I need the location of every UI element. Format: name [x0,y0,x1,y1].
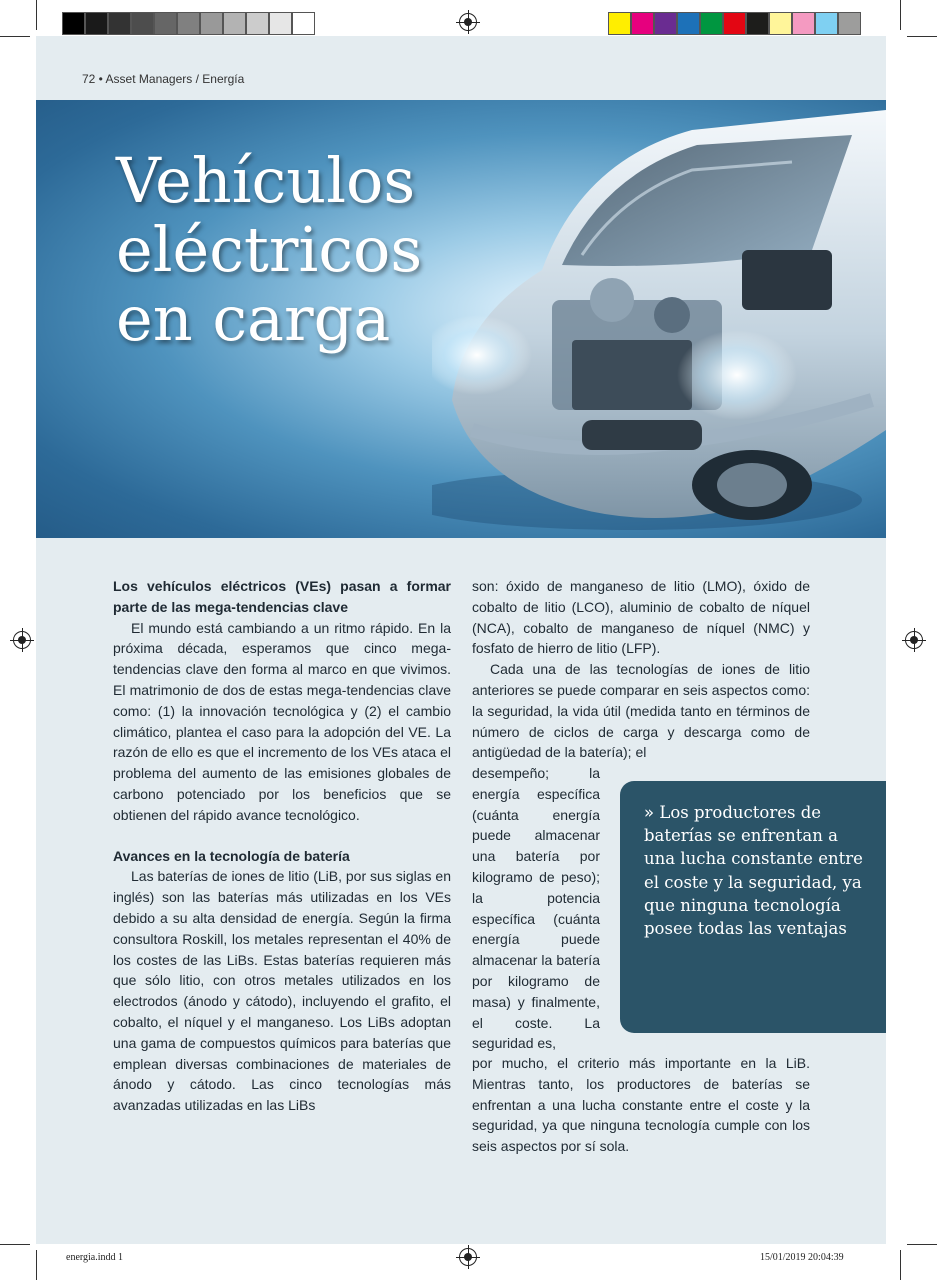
article-column-left [113,576,451,1116]
electric-car-illustration [432,100,886,538]
title-line: eléctricos [116,213,423,286]
registration-mark-right [905,631,923,649]
color-swatch [269,12,292,35]
color-swatch [631,12,654,35]
body-paragraph: Las baterías de iones de litio (LiB, por sus siglas en inglés) son las baterías más utilizadas en los VEs debido a su alta densidad de energía. Según la firma consultora Roskill, los metales representan el 40% de los costes de las LiBs. Estas baterías requieren más que sólo litio, con otros metales utilizados en los electrodos (ánodo y cátodo), incluyendo el grafito, el cobalto, el níquel y el manganeso. Los LiBs adoptan una gama de compuestos químicos para baterías que emplean diversas combinaciones de materiales de ánodo y cátodo. Las cinco tecnologías más avanzadas utilizadas en las LiBs [113,868,451,1114]
body-paragraph: El mundo está cambiando a un ritmo rápido. En la próxima década, esperamos que cinco mega-tendencias clave den forma al marco en que vivimos. El matrimonio de dos de estas mega-tendencias clave como: (1) la innovación tecnológica y (2) el cambio climático, plantea el caso para la adopción del VE. La razón de ello es que el incremento de los VEs ataca el problema del aumento de las emisiones globales de carbono potenciado por los beneficios que se obtienen del rápido avance tecnológico. [113,619,451,823]
crop-mark [36,0,37,30]
body-paragraph: Cada una de las tecnologías de iones de litio anteriores se puede comparar en seis aspectos como: la seguridad, la vida útil (medida tanto en términos de número de ciclos de carga y descarga como de antigüedad de la batería); el [472,661,810,761]
article-column-right-narrow [472,763,600,1054]
body-paragraph: por mucho, el criterio más importante en la LiB. Mientras tanto, los productores de baterías se enfrentan a una lucha constante entre el coste y la seguridad, ya que ninguna tecnología cumple con los seis aspectos por sí sola. [472,1055,810,1155]
hero-image [36,100,886,538]
section-heading: Avances en la tecnología de batería [113,847,350,864]
color-swatch [792,12,815,35]
crop-mark [0,36,30,37]
crop-mark [36,1250,37,1280]
crop-mark [0,1244,30,1245]
registration-mark-bottom [459,1248,477,1266]
title-line: Vehículos [116,144,416,217]
body-paragraph: son: óxido de manganeso de litio (LMO), óxido de cobalto de litio (LCO), aluminio de cobalto de níquel (NCA), cobalto de manganeso de níquel (NMC) y fosfato de hierro de litio (LFP). [472,578,810,657]
color-swatch [769,12,792,35]
crop-mark [900,0,901,30]
running-header: 72 • Asset Managers / Energía [82,72,245,86]
color-swatch [815,12,838,35]
color-swatch [62,12,85,35]
pull-quote-text: Los productores de baterías se enfrentan a una lucha constante entre el coste y la seguridad, ya que ninguna tecnología posee todas las ventajas [644,803,863,939]
footer-filename: energia.indd 1 [66,1252,124,1263]
color-swatch [200,12,223,35]
color-swatch [154,12,177,35]
color-swatch [85,12,108,35]
section-heading: Los vehículos eléctricos (VEs) pasan a formar parte de las mega-tendencias clave [113,578,451,615]
color-swatch [654,12,677,35]
body-paragraph: desempeño; la energía específica (cuánta energía puede almacenar una batería por kilogramo de peso); la potencia específica (cuánta energía puede almacenar la batería por kilogramo de masa) y finalmente, el coste. La seguridad es, [472,765,600,1052]
registration-mark-top [459,13,477,31]
color-swatch [108,12,131,35]
article-column-right-bottom [472,1053,810,1157]
color-swatches [608,12,861,35]
quote-marker-icon: » [644,803,655,822]
article-column-right [472,576,810,763]
crop-mark [907,36,937,37]
crop-mark [900,1250,901,1280]
color-swatch [292,12,315,35]
title-line: en carga [116,282,391,355]
article-title [116,146,476,353]
footer-timestamp: 15/01/2019 20:04:39 [760,1252,844,1263]
color-swatch [177,12,200,35]
color-swatch [677,12,700,35]
color-swatch [131,12,154,35]
color-swatch [223,12,246,35]
crop-mark [907,1244,937,1245]
color-swatch [723,12,746,35]
color-swatch [746,12,769,35]
color-swatch [608,12,631,35]
color-swatch [838,12,861,35]
color-swatch [246,12,269,35]
color-swatch [700,12,723,35]
pull-quote [620,781,886,1033]
grayscale-swatches [62,12,315,35]
registration-mark-left [13,631,31,649]
